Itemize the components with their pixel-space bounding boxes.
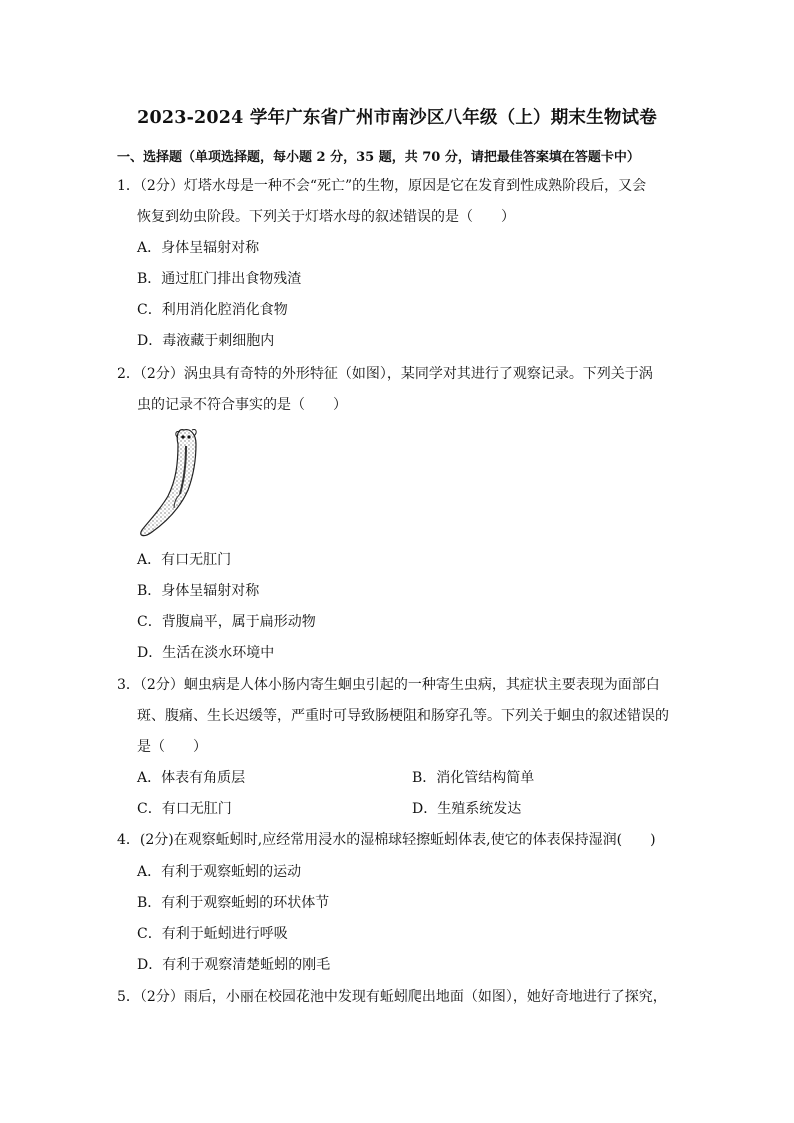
q1-option-c: C．利用消化腔消化食物 — [137, 302, 288, 318]
q3-stem-line-1: 3．（2分）蛔虫病是人体小肠内寄生蛔虫引起的一种寄生虫病，其症状主要表现为面部白 — [117, 677, 660, 693]
q3-option-d: D．生殖系统发达 — [412, 801, 522, 817]
q3-stem-line-2: 斑、腹痛、生长迟缓等，严重时可导致肠梗阻和肠穿孔等。下列关于蛔虫的叙述错误的 — [137, 708, 669, 724]
q4-option-b: B．有利于观察蚯蚓的环状体节 — [137, 895, 330, 911]
q2-stem-line-1: 2．（2分）涡虫具有奇特的外形特征（如图），某同学对其进行了观察记录。下列关于涡 — [117, 366, 653, 382]
q2-option-d: D．生活在淡水环境中 — [137, 645, 275, 661]
q1-option-b: B．通过肛门排出食物残渣 — [137, 271, 302, 287]
q4-option-d: D．有利于观察清楚蚯蚓的刚毛 — [137, 957, 331, 973]
q4-stem-line-1: 4．(2分)在观察蚯蚓时,应经常用浸水的湿棉球轻擦蚯蚓体表,使它的体表保持湿润( ) — [117, 832, 656, 848]
q1-option-a: A．身体呈辐射对称 — [137, 240, 260, 256]
q4-option-c: C．有利于蚯蚓进行呼吸 — [137, 926, 288, 942]
planarian-figure — [132, 424, 214, 540]
q2-option-a: A．有口无肛门 — [137, 552, 232, 568]
section-heading: 一、选择题（单项选择题，每小题 2 分，35 题，共 70 分，请把最佳答案填在答题卡中） — [117, 150, 640, 165]
q1-stem-line-1: 1．（2分）灯塔水母是一种不会“死亡”的生物，原因是它在发育到性成熟阶段后，又会 — [117, 178, 647, 194]
q3-option-b: B．消化管结构简单 — [412, 770, 535, 786]
q2-option-b: B．身体呈辐射对称 — [137, 583, 260, 599]
q3-stem-line-3: 是（ ） — [137, 739, 207, 755]
q5-stem-line-1: 5．（2分）雨后，小丽在校园花池中发现有蚯蚓爬出地面（如图），她好奇地进行了探究， — [117, 989, 667, 1005]
planarian-illustration — [132, 424, 214, 540]
q4-option-a: A．有利于观察蚯蚓的运动 — [137, 864, 302, 880]
q1-stem-line-2: 恢复到幼虫阶段。下列关于灯塔水母的叙述错误的是（ ） — [137, 209, 515, 225]
q1-option-d: D．毒液藏于刺细胞内 — [137, 333, 275, 349]
q2-option-c: C．背腹扁平，属于扁形动物 — [137, 614, 316, 630]
q3-option-a: A．体表有角质层 — [137, 770, 246, 786]
page-title: 2023-2024 学年广东省广州市南沙区八年级（上）期末生物试卷 — [137, 108, 657, 128]
q2-stem-line-2: 虫的记录不符合事实的是（ ） — [137, 397, 347, 413]
q3-option-c: C．有口无肛门 — [137, 801, 232, 817]
